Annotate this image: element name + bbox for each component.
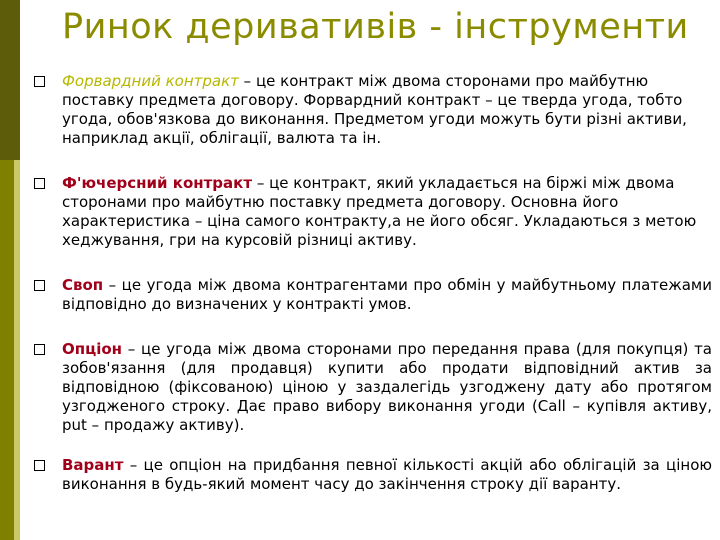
- definition-option: – це угода між двома сторонами про передання права (для покупця) та зобов'язання (для продавця) купити або продати відповідний актив за відповідною (фіксованою) ціною у заздалегідь узгоджену дату або протягом узгодженого строку. Дає право вибору виконання угоди (Call – купівля активу, put – продажу активу).: [62, 340, 712, 434]
- term-warrant: Варант: [62, 456, 124, 474]
- bullet-icon: [34, 178, 45, 189]
- bullet-icon: [34, 344, 45, 355]
- bullet-icon: [34, 76, 45, 87]
- term-option: Опціон: [62, 340, 123, 358]
- list-item-option: [62, 340, 712, 435]
- bullet-icon: [34, 280, 45, 291]
- definition-forward: – це контракт між двома сторонами про майбутню поставку предмета договору. Форвардний контракт – це тверда угода, тобто угода, обов'язкова до виконання. Предметом угоди можуть бути різні активи, наприклад акції, облігації, валюта та ін.: [62, 72, 687, 147]
- term-swap: Своп: [62, 276, 104, 294]
- list-item-futures: [62, 174, 712, 250]
- bullet-icon: [34, 460, 45, 471]
- definition-warrant: – це опціон на придбання певної кількості акцій або облігацій за ціною виконання в будь-який момент часу до закінчення строку дії варанту.: [62, 456, 712, 493]
- slide-title: Ринок деривативів - інструменти: [62, 7, 689, 47]
- definition-futures: – це контракт, який укладається на біржі між двома сторонами про майбутню поставку предмета договору. Основна його характеристика – ціна самого контракту,а не його обсяг. Укладаються з метою хеджування, гри на курсовій різниці активу.: [62, 174, 697, 249]
- list-item-swap: [62, 276, 712, 314]
- term-futures: Ф'ючерсний контракт: [62, 174, 253, 192]
- term-forward: Форвардний контракт: [62, 72, 239, 90]
- definition-swap: – це угода між двома контрагентами про обмін у майбутньому платежами відповідно до визначених у контракті умов.: [62, 276, 712, 313]
- list-item-warrant: [62, 456, 712, 494]
- list-item-forward: [62, 72, 712, 148]
